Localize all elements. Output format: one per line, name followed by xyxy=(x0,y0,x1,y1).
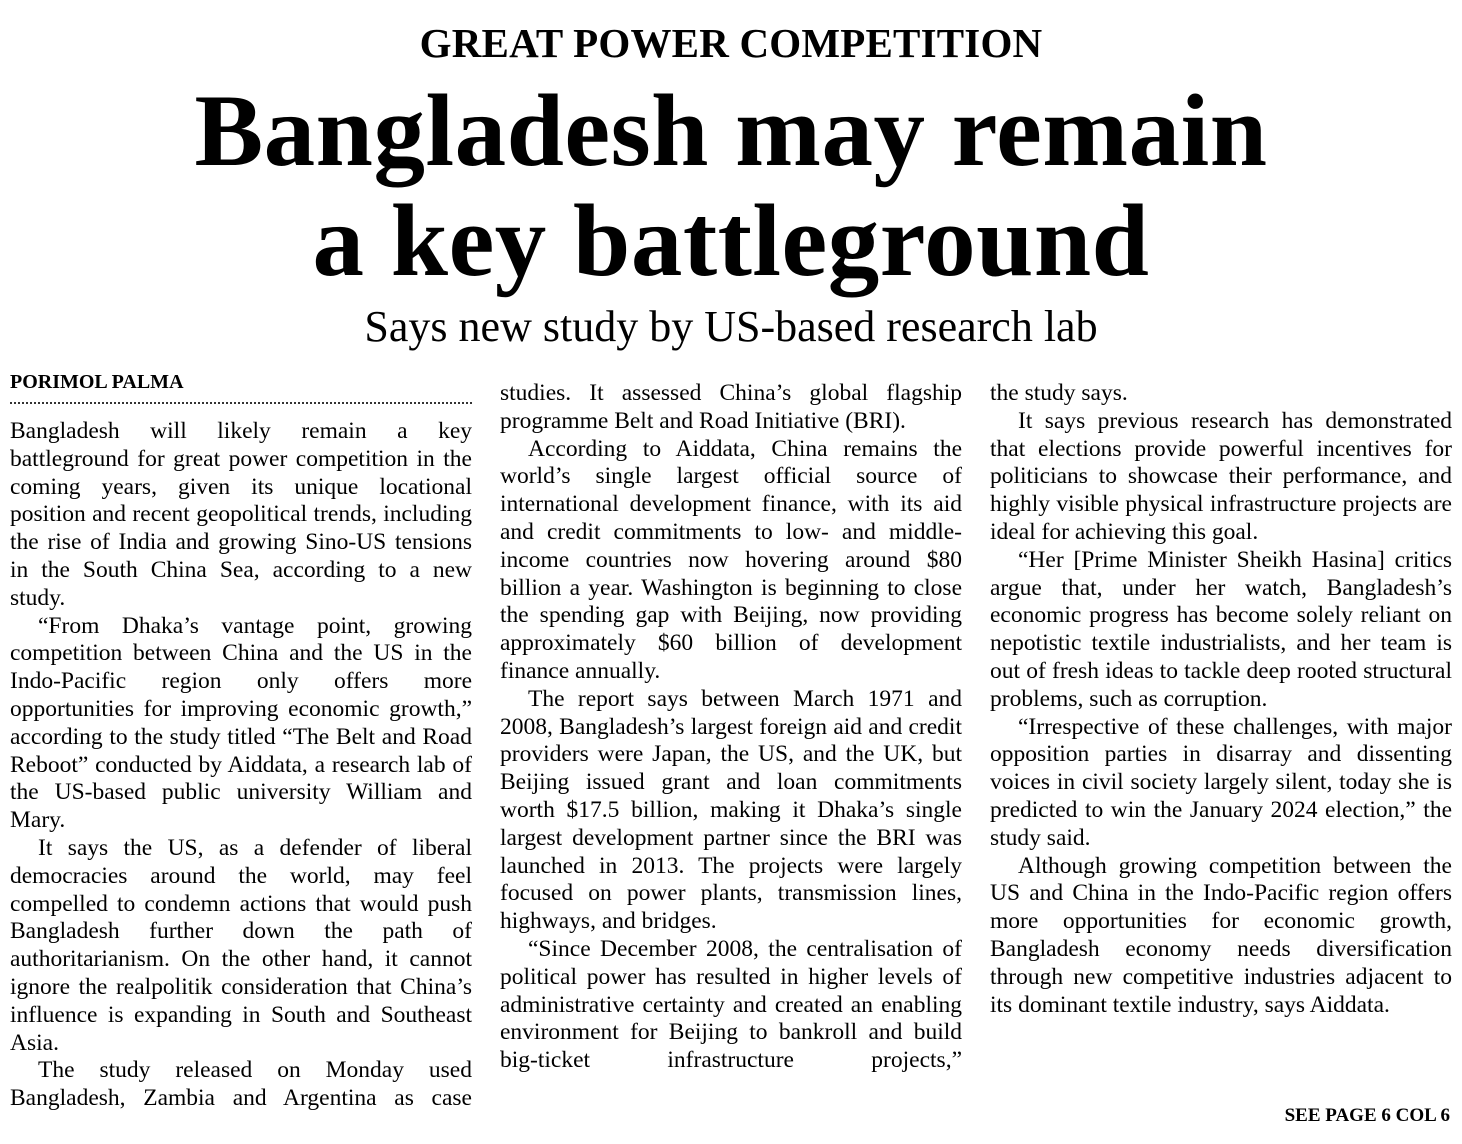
paragraph: It says previous research has demonstrated that elections provide powerful incentives for politicians to showcase their performance, and highly visible physical infrastructure projects are ideal for achieving this goal. xyxy=(990,407,1452,545)
column-3 xyxy=(990,380,1452,1019)
paragraph: the study says. xyxy=(990,380,1128,406)
paragraph: The study released on Monday used Bangladesh, Zambia and Argentina as case xyxy=(10,1057,472,1112)
paragraph: According to Aiddata, China remains the world’s single largest official source of international development finance, with its aid and credit commitments to low- and middle-income countries now hovering around $80 billion a year. Washington is beginning to close the spending gap with Beijing, now providing approximately $60 billion of development finance annually. xyxy=(500,435,962,684)
paragraph: The report says between March 1971 and 2008, Bangladesh’s largest foreign aid and credit providers were Japan, the US, and the UK, but Beijing issued grant and loan commitments worth $17.5 billion, making it Dhaka’s single largest development partner since the BRI was launched in 2013. The projects were largely focused on power plants, transmission lines, highways, and bridges. xyxy=(500,685,962,935)
paragraph: It says the US, as a defender of liberal democracies around the world, may feel compelled to condemn actions that would push Bangladesh further down the path of authoritarianism. On the other hand, it cannot ignore the realpolitik consideration that China’s influence is expanding in South and Southeast Asia. xyxy=(10,834,472,1056)
paragraph: “Her [Prime Minister Sheikh Hasina] critics argue that, under her watch, Bangladesh’s economic progress has become solely reliant on nepotistic textile industrialists, and her team is out of fresh ideas to tackle deep rooted structural problems, such as corruption. xyxy=(990,546,1452,712)
subheadline: Says new study by US-based research lab xyxy=(364,302,1098,351)
paragraph: “From Dhaka’s vantage point, growing competition between China and the US in the Indo-Pacific region only offers more opportunities for improving economic growth,” according to the study titled “The Belt and Road Reboot” conducted by Aiddata, a research lab of the US-based public university William and Mary. xyxy=(10,612,472,834)
paragraph: “Irrespective of these challenges, with major opposition parties in disarray and dissenting voices in civil society largely silent, today she is predicted to win the January 2024 election,” the study said. xyxy=(990,713,1452,851)
column-1 xyxy=(10,368,472,1113)
column-2 xyxy=(500,380,962,1075)
headline xyxy=(0,76,1462,296)
paragraph: Although growing competition between the US and China in the Indo-Pacific region offers more opportunities for economic growth, Bangladesh economy needs diversification through new competitive industries adjacent to its dominant textile industry, says Aiddata. xyxy=(990,852,1452,1018)
paragraph: “Since December 2008, the centralisation of political power has resulted in higher levels of administrative certainty and created an enabling environment for Beijing to bankroll and build big-ticket infrastructure projects,” xyxy=(500,935,962,1074)
byline: PORIMOL PALMA xyxy=(10,368,472,404)
continuation-jump-line: SEE PAGE 6 COL 6 xyxy=(1284,1105,1450,1126)
paragraph: Bangladesh will likely remain a key battleground for great power competition in the coming years, given its unique locational position and recent geopolitical trends, including the rise of India and growing Sino-US tensions in the South China Sea, according to a new study. xyxy=(10,418,472,611)
paragraph: studies. It assessed China’s global flagship programme Belt and Road Initiative (BRI). xyxy=(500,380,962,434)
headline-line-2: a key battleground xyxy=(312,184,1150,298)
kicker: GREAT POWER COMPETITION xyxy=(419,20,1043,66)
headline-line-1: Bangladesh may remain xyxy=(194,74,1268,188)
